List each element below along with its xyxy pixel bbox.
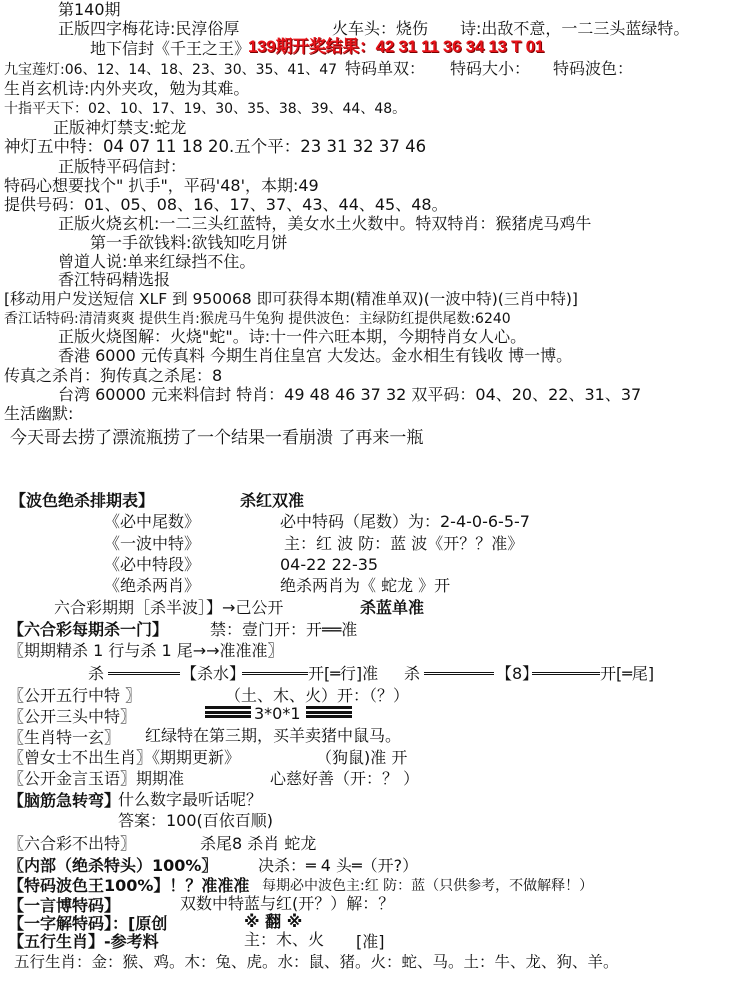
kill-water: 【杀水】	[181, 664, 246, 683]
one-word-label: 【一言博特码】	[8, 896, 121, 915]
no-out-label: 〖六合彩不出特〗	[8, 834, 137, 853]
double-rule	[108, 672, 180, 678]
hk-words: 香江话特码:清清爽爽 提供生肖:猴虎马牛兔狗 提供波色：主绿防红提供尾数:6240	[4, 311, 511, 327]
zodiac-one-label: 〖生肖特一玄〗	[8, 728, 121, 747]
precise-kill: 〖期期精杀 1 行与杀 1 尾→→准准准〗	[8, 641, 284, 660]
special-wave: 特码波色：	[553, 59, 634, 78]
kill-two-value: 绝杀两肖为《 蛇龙 》开	[280, 576, 451, 595]
fire-picture: 正版火烧图解：火烧"蛇"。诗:十一件六旺本期，今期特肖女人心。	[58, 327, 527, 346]
fire-mystery: 正版火烧玄机:一二三头红蓝特，美女水土火数中。特双特肖：猴猪虎马鸡牛	[58, 214, 592, 233]
tw60000: 台湾 60000 元来料信封 特肖：49 48 46 37 32 双平码：04、20、22、31、37	[58, 385, 642, 404]
three-head-label: 〖公开三头中特〗	[8, 707, 137, 726]
one-word-value: 双数中特蓝与红(开？）解：？	[180, 894, 395, 913]
brain-label: 【脑筋急转弯】	[8, 791, 121, 810]
sms-note: [移动用户发送短信 XLF 到 950068 即可获得本期(精准单双)(一波中特)(三肖中特)]	[4, 290, 578, 308]
triple-bar-left	[205, 706, 251, 718]
train-head: 火车头：烧伤	[332, 19, 429, 38]
eight-box: 【8】	[496, 664, 539, 683]
five-zodiac-main: 主：木、火	[244, 930, 325, 949]
one-char-label: 【一字解特码】：[原创	[8, 914, 168, 933]
inside-label: 〖内部（绝杀特头）100%〗	[8, 856, 218, 875]
lamp-five: 神灯五中特：04 07 11 18 20.五个平：23 31 32 37 46	[4, 137, 427, 156]
three-head-value: 3*0*1	[254, 704, 301, 723]
must-tail-label: 《必中尾数》	[104, 512, 201, 531]
must-segment-label: 《必中特段》	[104, 555, 201, 574]
five-zodiac-label: 【五行生肖】-参考料	[8, 932, 159, 951]
five-element-value: （土、木、火）开：（？）	[225, 686, 410, 705]
inside-value: 决杀：═ 4 头═（开?）	[258, 856, 419, 875]
special-oddeven: 特码单双：	[345, 59, 426, 78]
one-wave-label: 《一波中特》	[104, 534, 201, 553]
plum-poem: 正版四字梅花诗:民淳俗厚	[58, 19, 240, 38]
first-hand: 第一手欲钱料:欲钱知吃月饼	[90, 233, 288, 252]
kill-word-2: 杀	[404, 664, 421, 683]
zeng-label: 〖曾女士不出生肖〗《期期更新》	[8, 748, 241, 767]
want-find: 特码心想要找个" 扒手"，平码'48'，本期:49	[4, 176, 319, 195]
kill-two-label: 《绝杀两肖》	[104, 576, 201, 595]
kill-red-double: 杀红双准	[240, 491, 305, 510]
zeng-value: （狗鼠)准 开	[316, 748, 408, 767]
zodiac-one-value: 红绿特在第三期，买羊卖猪中鼠马。	[145, 726, 402, 745]
open-tail: 开[═尾]	[600, 664, 655, 683]
special-size: 特码大小：	[450, 59, 531, 78]
no-out-value: 杀尾8 杀肖 蛇龙	[200, 834, 317, 853]
provide-numbers: 提供号码：01、05、08、16、17、37、43、44、45、48。	[4, 195, 448, 214]
fax-kill: 传真之杀肖：狗传真之杀尾：8	[4, 366, 223, 385]
hk-select: 香江特码精选报	[58, 270, 171, 289]
five-element-label: 〖公开五行中特 〗	[8, 686, 142, 705]
poem: 诗:出敌不意，一二三头蓝绿特。	[460, 19, 690, 38]
must-segment-value: 04-22 22-35	[280, 555, 379, 574]
life-humor: 生活幽默:	[4, 404, 74, 423]
ten-fingers: 十指平天下：02、10、17、19、30、35、38、39、44、48。	[4, 101, 407, 117]
gold-jade-value: 心慈好善（开：？ ）	[270, 769, 420, 788]
triple-bar-right	[306, 706, 352, 718]
divine-zodiac: 正版神灯禁支:蛇龙	[53, 118, 187, 137]
six-door: 【六合彩每期杀一门】	[8, 620, 169, 639]
zodiac-secret: 生肖玄机诗:内外夹攻，勉为其难。	[4, 79, 250, 98]
must-tail-value: 必中特码（尾数）为：2-4-0-6-5-7	[280, 512, 530, 531]
wave-king-label: 【特码波色王100%】！？准准准	[8, 876, 250, 895]
one-char-value: ※ 翻 ※	[244, 912, 303, 931]
kill-word: 杀	[88, 664, 105, 683]
flat-letter: 正版特平码信封：	[58, 157, 187, 176]
double-rule	[532, 672, 600, 678]
earth-letter: 地下信封《千王之王》	[90, 39, 251, 58]
one-wave-value: 主：红 波 防：蓝 波《开？？准》	[284, 534, 524, 553]
five-zodiac-zhun: [准]	[356, 932, 385, 951]
wave-king-value: 每期必中波色主:红 防：蓝（只供参考，不做解释！）	[262, 878, 594, 894]
once-said: 曾道人说:单来红绿挡不住。	[58, 252, 256, 271]
gold-jade-label: 〖公开金言玉语〗期期准	[8, 769, 185, 788]
draw-result: 139期开奖结果：42 31 11 36 34 13 T 01	[248, 37, 544, 56]
double-rule	[424, 672, 494, 678]
wave-kill-table: 【波色绝杀排期表】	[10, 491, 155, 510]
hk6000: 香港 6000 元传真料 今期生肖住皇宫 大发达。金水相生有钱收 博一博。	[58, 346, 573, 365]
kill-blue-single: 杀蓝单准	[360, 598, 425, 617]
brain-question: 什么数字最听话呢？	[118, 790, 263, 809]
forbidden-door: 禁：壹门开：开══准	[210, 620, 358, 639]
brain-answer: 答案：100(百依百顺)	[118, 811, 274, 830]
five-zodiac-list: 五行生肖：金：猴、鸡。木：兔、虎。水：鼠、猪。火：蛇、马。土：牛、龙、狗、羊。	[14, 953, 619, 971]
open-row: 开[═行]准	[308, 664, 379, 683]
six-half-wave: 六合彩期期［杀半波］】→己公开	[54, 598, 284, 617]
double-rule	[242, 672, 308, 678]
lotus-lamp: 九宝莲灯:06、12、14、18、23、30、35、41、47	[4, 62, 338, 78]
period-label: 第140期	[58, 0, 121, 19]
joke: 今天哥去捞了漂流瓶捞了一个结果一看崩溃 了再来一瓶	[10, 428, 424, 448]
